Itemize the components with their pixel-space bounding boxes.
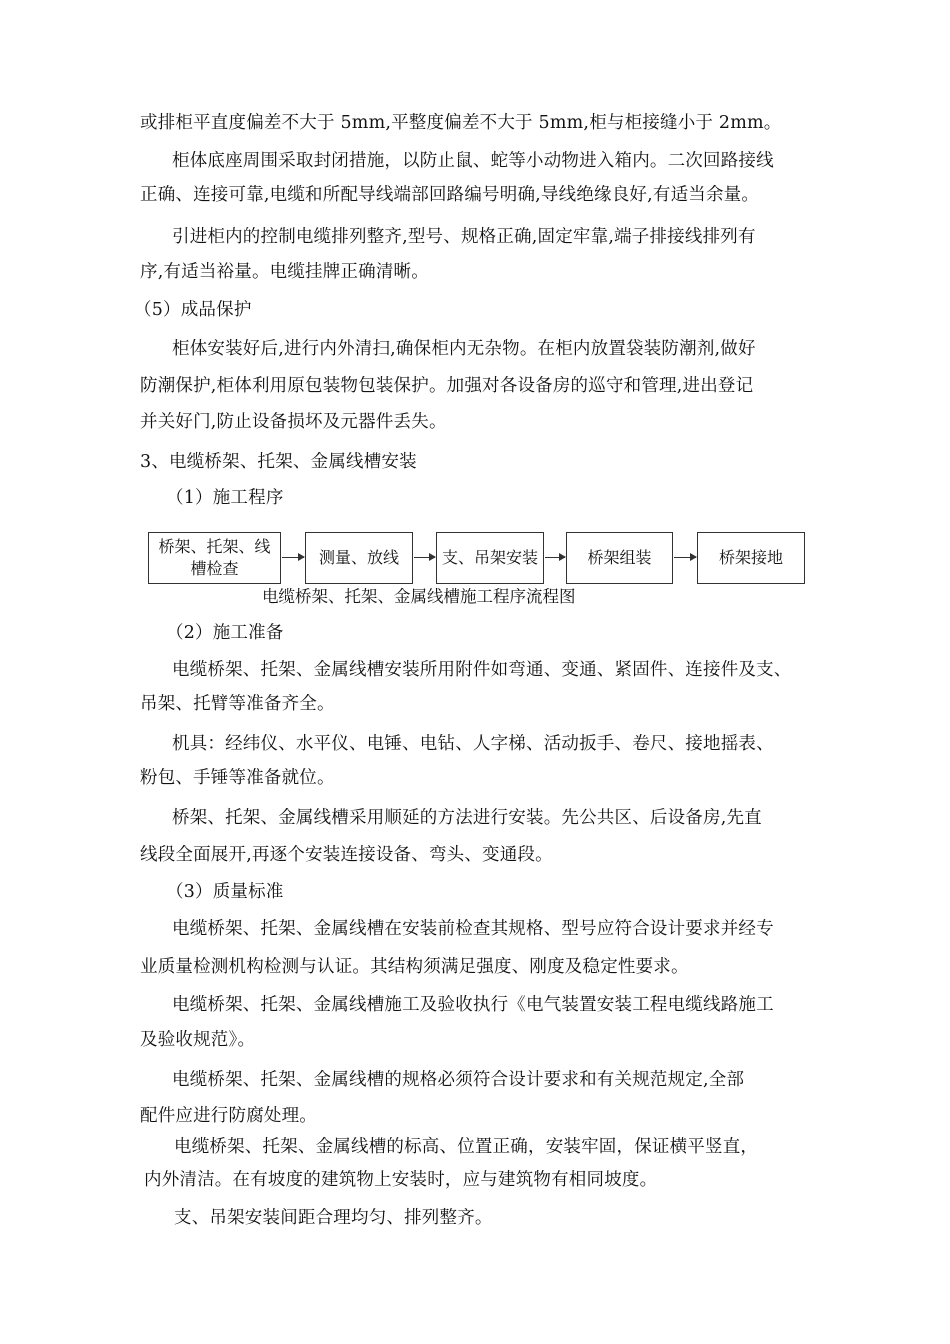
- paragraph-line: 业质量检测机构检测与认证。其结构须满足强度、刚度及稳定性要求。: [140, 957, 689, 977]
- paragraph-line: 电缆桥架、托架、金属线槽的标高、位置正确，安装牢固，保证横平竖直，: [174, 1137, 759, 1157]
- flow-step-label: 桥架、托架、线: [158, 537, 271, 556]
- subsection-heading: （2）施工准备: [166, 623, 284, 643]
- flow-step-grounding: [697, 532, 805, 584]
- paragraph-line: 电缆桥架、托架、金属线槽安装所用附件如弯通、变通、紧固件、连接件及支、: [172, 660, 792, 680]
- flow-step-support-install: [436, 532, 544, 584]
- paragraph-line: 引进柜内的控制电缆排列整齐,型号、规格正确,固定牢靠,端子排接线排列有: [172, 227, 756, 247]
- flow-step-inspection: [148, 532, 281, 584]
- paragraph-line: 正确、连接可靠,电缆和所配导线端部回路编号明确,导线绝缘良好,有适当余量。: [140, 185, 760, 205]
- paragraph-line: 序,有适当裕量。电缆挂牌正确清晰。: [140, 262, 429, 282]
- flow-arrow: [545, 557, 565, 558]
- flow-step-label: 支、吊架安装: [441, 548, 538, 567]
- paragraph-line: 电缆桥架、托架、金属线槽在安装前检查其规格、型号应符合设计要求并经专: [172, 919, 774, 939]
- flow-step-label: 桥架组装: [587, 548, 652, 567]
- paragraph-line: 柜体安装好后,进行内外清扫,确保柜内无杂物。在柜内放置袋装防潮剂,做好: [172, 339, 756, 359]
- paragraph-line: 线段全面展开,再逐个安装连接设备、弯头、变通段。: [140, 845, 553, 865]
- flow-step-survey: [305, 532, 413, 584]
- paragraph-line: 及验收规范》。: [140, 1030, 256, 1050]
- paragraph-line: 机具：经纬仪、水平仪、电锤、电钻、人字梯、活动扳手、卷尺、接地摇表、: [172, 734, 774, 754]
- flow-step-label: 槽检查: [190, 559, 239, 578]
- paragraph-line: 吊架、托臂等准备齐全。: [140, 694, 335, 714]
- flow-arrow: [674, 557, 696, 558]
- section-heading: 3、电缆桥架、托架、金属线槽安装: [140, 452, 417, 472]
- flow-step-label: 测量、放线: [318, 548, 399, 567]
- paragraph-line: 桥架、托架、金属线槽采用顺延的方法进行安装。先公共区、后设备房,先直: [172, 808, 762, 828]
- paragraph-line: 防潮保护,柜体利用原包装物包装保护。加强对各设备房的巡守和管理,进出登记: [140, 376, 754, 396]
- flow-step-assembly: [566, 532, 673, 584]
- subsection-heading: （3）质量标准: [166, 882, 284, 902]
- paragraph-line: 或排柜平直度偏差不大于 5mm,平整度偏差不大于 5mm,柜与柜接缝小于 2mm。: [140, 113, 782, 133]
- section-heading: （5）成品保护: [134, 300, 252, 320]
- paragraph-line: 并关好门,防止设备损坏及元器件丢失。: [140, 412, 447, 432]
- flow-step-label: 桥架接地: [718, 548, 783, 567]
- paragraph-line: 电缆桥架、托架、金属线槽的规格必须符合设计要求和有关规范规定,全部: [172, 1070, 745, 1090]
- flow-arrow: [414, 557, 435, 558]
- flowchart-caption: 电缆桥架、托架、金属线槽施工程序流程图: [262, 587, 576, 606]
- paragraph-line: 配件应进行防腐处理。: [140, 1106, 317, 1126]
- paragraph-line: 内外清洁。在有坡度的建筑物上安装时，应与建筑物有相同坡度。: [144, 1170, 658, 1190]
- flow-arrow: [282, 557, 304, 558]
- paragraph-line: 支、吊架安装间距合理均匀、排列整齐。: [174, 1208, 493, 1228]
- paragraph-line: 电缆桥架、托架、金属线槽施工及验收执行《电气装置安装工程电缆线路施工: [172, 995, 774, 1015]
- subsection-heading: （1）施工程序: [166, 488, 284, 508]
- paragraph-line: 粉包、手锤等准备就位。: [140, 768, 335, 788]
- paragraph-line: 柜体底座周围采取封闭措施，以防止鼠、蛇等小动物进入箱内。二次回路接线: [172, 151, 774, 171]
